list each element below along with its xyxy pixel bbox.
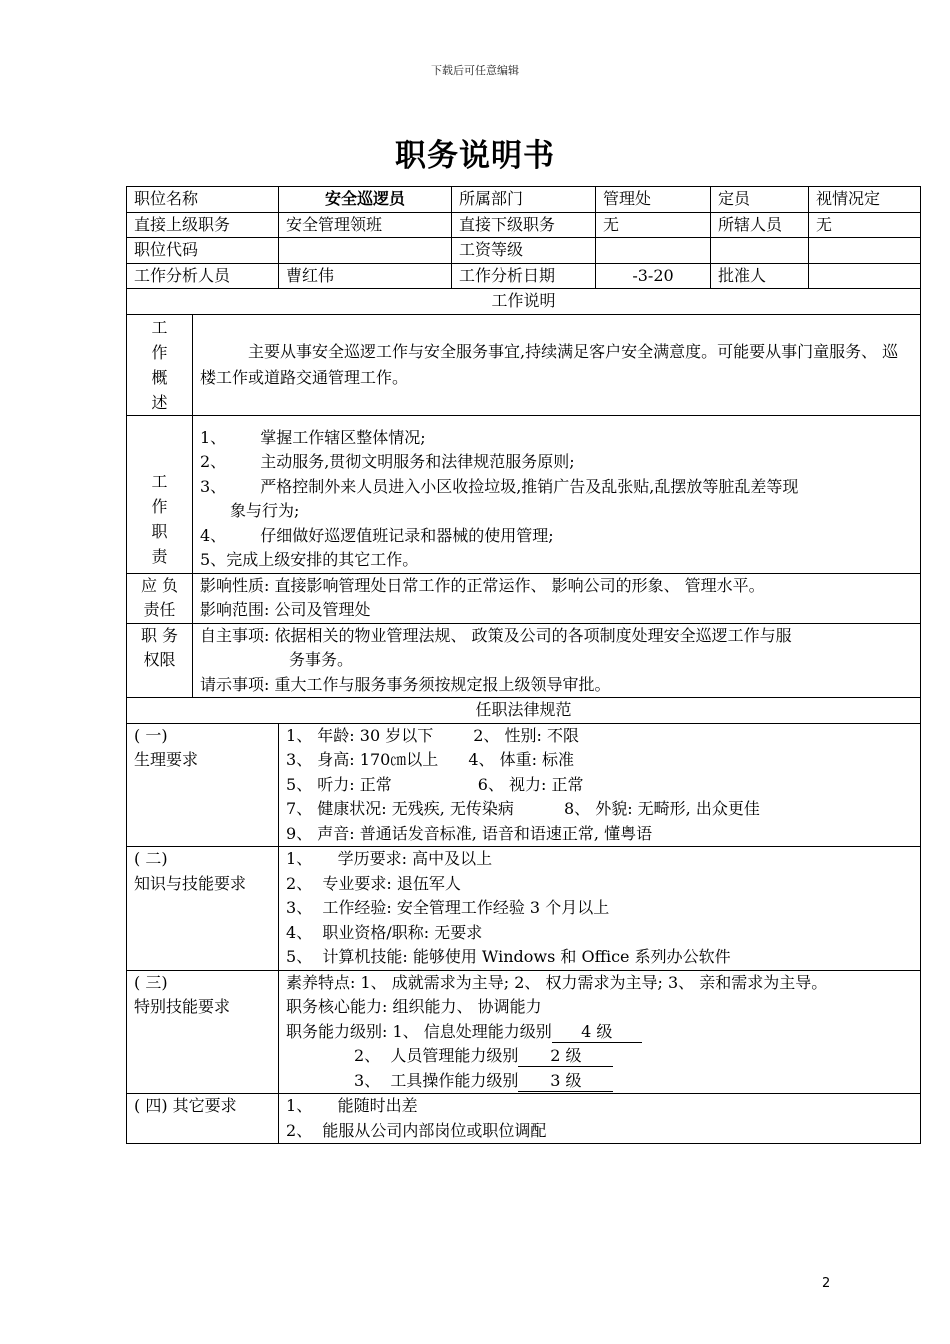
label-department: 所属部门	[452, 187, 596, 213]
other-requirements	[279, 1094, 921, 1144]
duty-item: 4、 仔细做好巡逻值班记录和器械的使用管理;	[200, 525, 554, 545]
requirement-line: 4、 职业资格/职称: 无要求	[286, 922, 483, 942]
requirement-line: 3、 工作经验: 安全管理工作经验 3 个月以上	[286, 898, 610, 917]
info-row-2	[127, 212, 921, 238]
value-subordinate: 无	[596, 212, 711, 238]
authority-row	[127, 623, 921, 698]
ability-level-3: 3、 工具操作能力级别 3 级	[286, 1069, 913, 1094]
physical-requirements	[279, 723, 921, 847]
info-row-3	[127, 238, 921, 264]
knowledge-requirements	[279, 847, 921, 971]
overview-text: 主要从事安全巡逻工作与安全服务事宜,持续满足客户安全满意度。可能要从事门童服务、 巡楼工作或道路交通管理工作。	[193, 314, 921, 415]
section-header-row	[127, 698, 921, 724]
requirement-line: 1、 学历要求: 高中及以上	[286, 849, 493, 868]
requirement-line: 7、 健康状况: 无残疾, 无传染病 8、 外貌: 无畸形, 出众更佳	[286, 799, 760, 818]
value-approver	[809, 263, 921, 289]
requirement-line: 9、 声音: 普通话发音标准, 语音和语速正常, 懂粤语	[286, 823, 653, 843]
duty-item: 1、 掌握工作辖区整体情况;	[200, 427, 426, 447]
value-superior: 安全管理领班	[279, 212, 452, 238]
value-salary-grade	[596, 238, 711, 264]
duty-item: 2、 主动服务,贯彻文明服务和法律规范服务原则;	[200, 452, 575, 471]
value-staff: 无	[809, 212, 921, 238]
authority-text: 自主事项: 依据相关的物业管理法规、 政策及公司的各项制度处理安全巡逻工作与服 务事务。 请示事项: 重大工作与服务事务须按规定报上级领导审批。	[193, 623, 921, 698]
special-label: ( 三) 特别技能要求	[127, 970, 279, 1094]
section-title-work-description: 工作说明	[127, 289, 921, 315]
physical-label: ( 一) 生理要求	[127, 723, 279, 847]
requirement-line: 2、 专业要求: 退伍军人	[286, 873, 461, 893]
header-note: 下载后可任意编辑	[431, 64, 519, 77]
physical-row	[127, 723, 921, 847]
duties-label: 工 作 职 责	[127, 415, 193, 573]
label-staff: 所辖人员	[711, 212, 809, 238]
other-row	[127, 1094, 921, 1144]
other-label: ( 四) 其它要求	[127, 1094, 279, 1144]
requirement-line: 1、 能随时出差	[286, 1096, 418, 1115]
section-title-qualification: 任职法律规范	[127, 698, 921, 724]
value-analysis-date: -3-20	[596, 263, 711, 289]
requirement-line: 2、 能服从公司内部岗位或职位调配	[286, 1120, 547, 1140]
quality-traits: 素养特点: 1、 成就需求为主导; 2、 权力需求为主导; 3、 亲和需求为主导。	[286, 972, 828, 992]
label-superior: 直接上级职务	[127, 212, 279, 238]
page-number: 2	[822, 1276, 831, 1291]
value-analyst: 曹红伟	[279, 263, 452, 289]
label-position-name: 职位名称	[127, 187, 279, 213]
knowledge-label: ( 二) 知识与技能要求	[127, 847, 279, 971]
responsibility-row	[127, 573, 921, 623]
core-competence: 职务核心能力: 组织能力、 协调能力	[286, 997, 542, 1016]
info-row-4	[127, 263, 921, 289]
overview-row	[127, 314, 921, 415]
duties-row	[127, 415, 921, 573]
duty-item-continued: 象与行为;	[230, 501, 300, 520]
knowledge-row	[127, 847, 921, 971]
label-headcount: 定员	[711, 187, 809, 213]
section-header-row	[127, 289, 921, 315]
value-position-code	[279, 238, 452, 264]
value-headcount: 视情况定	[809, 187, 921, 213]
overview-label: 工 作 概 述	[127, 314, 193, 415]
label-analysis-date: 工作分析日期	[452, 263, 596, 289]
ability-level-1: 职务能力级别: 1、 信息处理能力级别 4 级	[286, 1020, 913, 1045]
responsibility-text: 影响性质: 直接影响管理处日常工作的正常运作、 影响公司的形象、 管理水平。 影响范围: 公司及管理处	[193, 573, 921, 623]
requirement-line: 5、 计算机技能: 能够使用 Windows 和 Office 系列办公软件	[286, 947, 731, 966]
duty-item: 3、 严格控制外来人员进入小区收捡垃圾,推销广告及乱张贴,乱摆放等脏乱差等现	[200, 476, 799, 496]
value-department: 管理处	[596, 187, 711, 213]
label-subordinate: 直接下级职务	[452, 212, 596, 238]
special-row	[127, 970, 921, 1094]
value-position-name: 安全巡逻员	[279, 187, 452, 213]
ability-level-2: 2、 人员管理能力级别 2 级	[286, 1044, 913, 1069]
info-row-1	[127, 187, 921, 213]
job-description-table	[126, 186, 921, 1144]
responsibility-label: 应 负 责任	[127, 573, 193, 623]
empty-cell	[711, 238, 809, 264]
label-approver: 批准人	[711, 263, 809, 289]
requirement-line: 3、 身高: 170㎝以上 4、 体重: 标准	[286, 750, 575, 769]
empty-cell	[809, 238, 921, 264]
label-analyst: 工作分析人员	[127, 263, 279, 289]
requirement-line: 1、 年龄: 30 岁以下 2、 性别: 不限	[286, 725, 579, 745]
label-position-code: 职位代码	[127, 238, 279, 264]
duty-item: 5、完成上级安排的其它工作。	[200, 550, 419, 569]
special-requirements	[279, 970, 921, 1094]
duties-list	[193, 415, 921, 573]
requirement-line: 5、 听力: 正常 6、 视力: 正常	[286, 774, 584, 794]
label-salary-grade: 工资等级	[452, 238, 596, 264]
authority-label: 职 务 权限	[127, 623, 193, 698]
document-title: 职务说明书	[395, 138, 555, 174]
